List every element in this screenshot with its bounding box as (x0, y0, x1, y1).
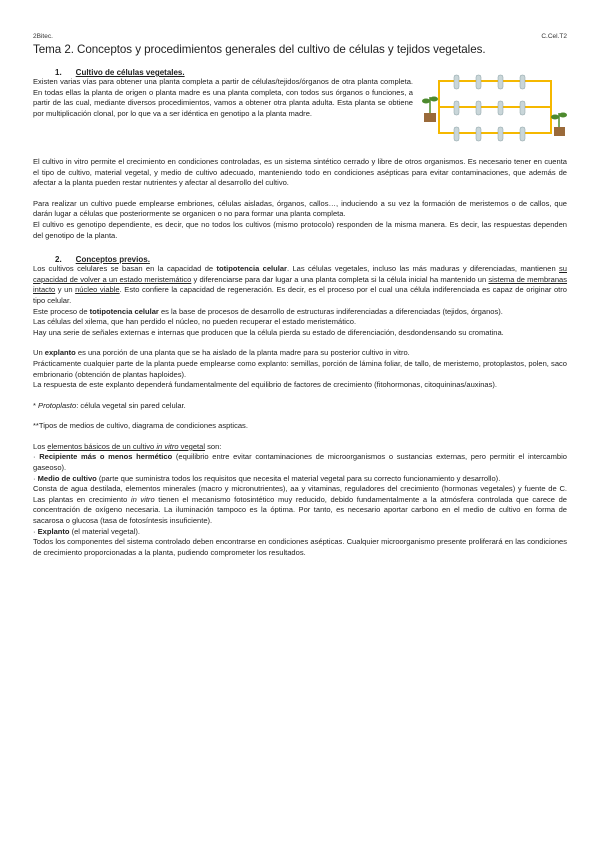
section-2-heading: 2. Conceptos previos. (55, 255, 150, 265)
culture-tube (520, 101, 525, 115)
section-2-paragraph-5: Un explanto es una porción de una planta que se ha aislado de la planta madre para su posterior cultivo in vitro. (33, 348, 410, 358)
section-2-paragraph-3: Las células del xilema, que han perdido el núcleo, no pueden recuperar el estado meristemático. (33, 317, 357, 327)
culture-tube (520, 127, 525, 141)
mother-plant-pot (424, 113, 436, 122)
section-1-paragraph-3: Para realizar un cultivo puede emplearse embriones, células aisladas, órganos, callos…, induciendo a su vez la formación de meristemos o de callos, que darán lugar a células que posteriormente se organicen o no para formar una planta completa. (33, 198, 567, 219)
culture-tube (454, 127, 459, 141)
section-2-paragraph-4: Hay una serie de señales externas e internas que producen que la célula pierda su estado de diferenciación, desdondensando su cromatina. (33, 327, 504, 337)
section-2-paragraph-7: La respuesta de este explanto dependerá fundamentalmente del equilibrio de factores de crecimiento (fitohormonas, citoquininas/auxinas). (33, 380, 497, 390)
mother-plant-leaf (422, 99, 430, 104)
section-1-paragraph-1: Existen varias vías para obtener una planta completa a partir de células/tejidos/órganos de otra planta completa. En todas ellas la planta de origen o planta madre es una planta completa, con todos sus órganos o funciones, a partir de las cual, mediante diversos procedimientos, vamos a obtener otra planta adulta. Esta planta se obtiene por multiplicación clonal, por lo que va a ser idéntica en genotipo a la planta madre. (33, 77, 413, 118)
section-1-heading: 1. Cultivo de células vegetales. (55, 68, 185, 77)
mother-plant (422, 97, 438, 123)
culture-tube (454, 101, 459, 115)
daughter-plant-leaf (559, 113, 567, 118)
document-page (33, 33, 567, 558)
section-2-paragraph-1: Los cultivos celulares se basan en la capacidad de totipotencia celular. Las células vegetales, incluso las más maduras y diferenciadas, mantienen su capacidad de volver a un estado meristemático y diferenciarse para dar lugar a una planta completa si la célula inicial ha mantenido un sistema de membranas intacto y un núcleo viable. Esto confiere la capacidad de regeneración. Es decir, es el proceso por el cual una célula indiferenciada es capaz de originar otro tipo celular. (33, 264, 568, 305)
culture-tube (520, 75, 525, 89)
daughter-plant-leaf (551, 115, 559, 120)
section-2-final-paragraph: Todos los componentes del sistema controlado deben encontrarse en condiciones asépticas. Cualquier microorganismo presente proliferará en las condiciones de crecimiento proporcionadas a la planta, pudiendo comprometer los resultados. (33, 537, 567, 557)
element-medio: · Medio de cultivo (parte que suministra todos los requisitos que necesita el material vegetal para su correcto funcionamiento y desarrollo). (33, 473, 501, 483)
culture-tube (476, 75, 481, 89)
section-1-paragraph-2: El cultivo in vitro permite el crecimiento en condiciones controladas, es un sistema sintético cerrado y libre de otros organismos. Es necesario tener en cuenta el tipo de cultivo, material vegetal, y medio de cultivo adecuado, manteniendo todo en condiciones asépticas para evitar contaminaciones, que además de afectar a la planta pueden restar nutrientes y afectar al desarrollo del cultivo. (33, 157, 567, 188)
culture-tube (498, 75, 503, 89)
section-1-paragraph-4: El cultivo es genotipo dependiente, es decir, que no todos los cultivos (mismo protocolo) responden de la misma manera. Es decir, las respuestas dependen del genotipo de la planta. (33, 219, 567, 240)
section-2-paragraph-2: Este proceso de totipotencia celular es la base de procesos de desarrollo de estructuras indiferenciadas a diferenciadas (tejidos, órganos). (33, 306, 503, 316)
culture-tube (476, 101, 481, 115)
culture-tube (454, 75, 459, 89)
culture-tube (476, 127, 481, 141)
header-right: C.Cel.T2 (541, 33, 567, 40)
daughter-plant-pot (554, 127, 565, 136)
daughter-plant (551, 113, 567, 137)
page-header (33, 33, 567, 40)
note-medios: **Tipos de medios de cultivo, diagrama de condiciones aspticas. (33, 421, 248, 431)
note-protoplasto: * Protoplasto: célula vegetal sin pared celular. (33, 400, 186, 410)
element-recipiente: · Recipiente más o menos hermético (equilibrio entre evitar contaminaciones de microorganismos o sustancias externas, pero permitir el intercambio gaseoso). (33, 452, 567, 473)
section-2-paragraph-6: Prácticamente cualquier parte de la planta puede emplearse como explanto: semillas, porción de lámina foliar, de tallo, de meristemo, protoplastos, polen, saco embrionario (obtención de plantas haploides). (33, 358, 567, 379)
section-1-intro (33, 77, 567, 147)
header-left: 2Bitec. (33, 33, 53, 40)
element-explanto: · Explanto (el material vegetal). (33, 526, 140, 536)
mother-plant-leaf (430, 97, 438, 102)
culture-tube (498, 101, 503, 115)
elements-heading: Los elementos básicos de un cultivo in vitro vegetal son: (33, 441, 222, 451)
medio-description: Consta de agua destilada, elementos minerales (macro y micronutrientes), aa y vitaminas, reguladores del crecimiento (hormonas vegetales) y fuente de C. Las plantas en crecimiento in vitro tienen el mecanismo fotosintético muy reducido, debido fundamentalmente a la atmósfera controlada que carece de concentración de oxígeno necesaria. La iluminación tampoco es la óptima. Por tanto, es necesario aportar carbono en el medio de cultivo en forma de sacarosa o glucosa (tasa de fotosíntesis insuficiente). (33, 484, 568, 526)
plant-culture-cycle-icon (421, 67, 567, 147)
culture-tube (498, 127, 503, 141)
page-title: Tema 2. Conceptos y procedimientos generales del cultivo de células y tejidos vegetales. (33, 43, 486, 56)
